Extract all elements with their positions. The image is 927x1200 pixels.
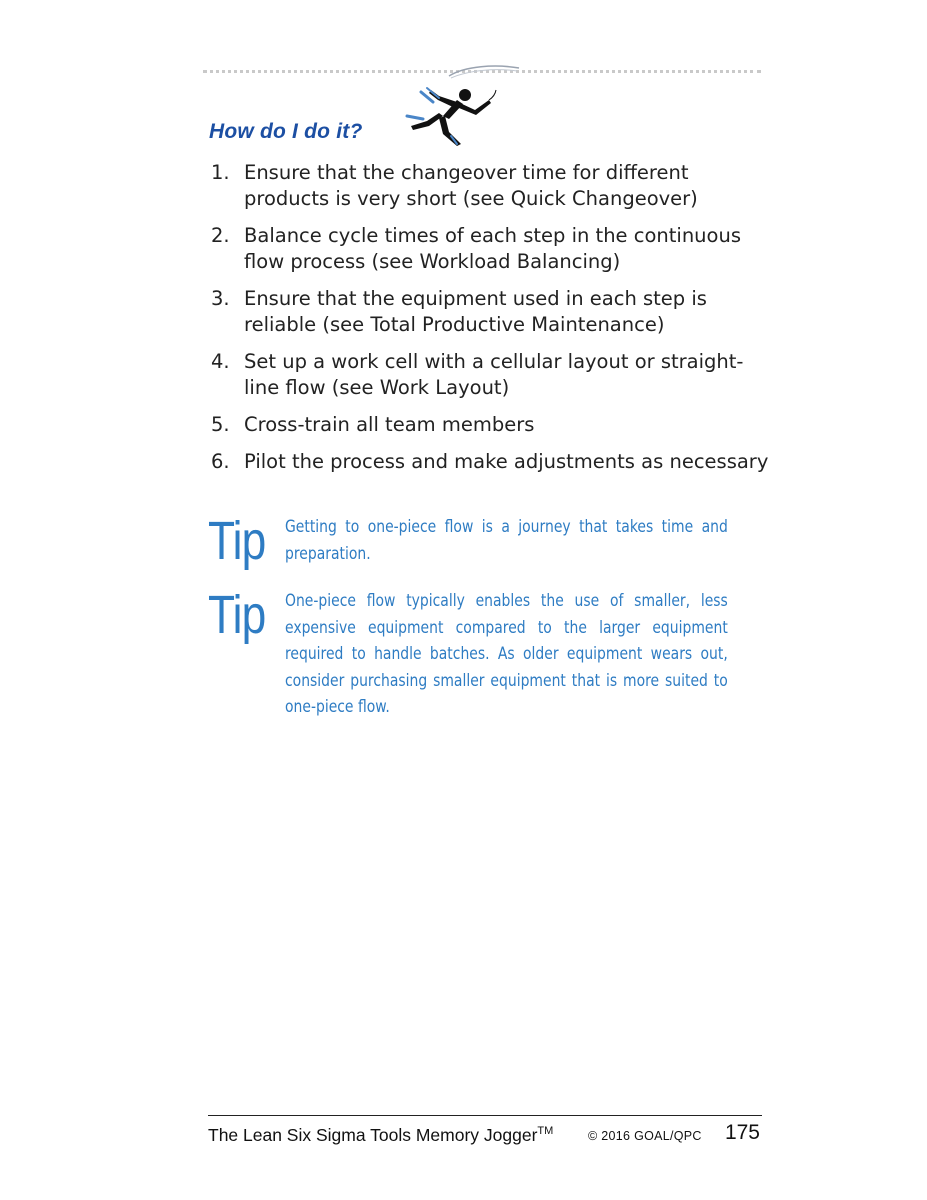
page-footer <box>208 1121 762 1151</box>
list-item <box>211 286 771 338</box>
section-heading: How do I do it? <box>209 120 363 143</box>
running-figure-icon <box>405 86 497 148</box>
trademark: TM <box>537 1125 554 1138</box>
tip-label: Tip <box>208 585 266 645</box>
step-number: 3. <box>211 287 230 310</box>
book-title: The Lean Six Sigma Tools Memory Jogger™ <box>208 1125 554 1145</box>
list-item <box>211 449 771 475</box>
step-text: Balance cycle times of each step in the continuous flow process (see Workload Balancing) <box>244 224 741 273</box>
footer-rule <box>208 1115 762 1116</box>
step-number: 6. <box>211 450 230 473</box>
step-number: 4. <box>211 350 230 373</box>
copyright: © 2016 GOAL/QPC <box>588 1129 702 1143</box>
step-text: Set up a work cell with a cellular layout or straight-line flow (see Work Layout) <box>244 350 744 399</box>
list-item <box>211 412 771 438</box>
step-number: 1. <box>211 161 230 184</box>
step-number: 2. <box>211 224 230 247</box>
tip-text: Getting to one-piece flow is a journey that takes time and preparation. <box>285 517 728 564</box>
list-item <box>211 349 771 401</box>
list-item <box>211 223 771 275</box>
page-number: 175 <box>724 1121 760 1144</box>
step-text: Ensure that the equipment used in each step is reliable (see Total Productive Maintenance) <box>244 287 707 336</box>
step-text: Ensure that the changeover time for different products is very short (see Quick Changeover) <box>244 161 698 210</box>
step-text: Cross-train all team members <box>244 413 535 436</box>
swoosh-icon <box>445 62 525 82</box>
tip-label: Tip <box>208 511 266 571</box>
steps-list <box>211 160 771 486</box>
step-number: 5. <box>211 413 230 436</box>
list-item <box>211 160 771 212</box>
step-text: Pilot the process and make adjustments as necessary <box>244 450 769 473</box>
tip-text: One-piece flow typically enables the use of smaller, less expensive equipment compared to the larger equipment required to handle batches. As older equipment wears out, consider purchasing smaller equipment that is more suited to one-piece flow. <box>285 591 728 717</box>
